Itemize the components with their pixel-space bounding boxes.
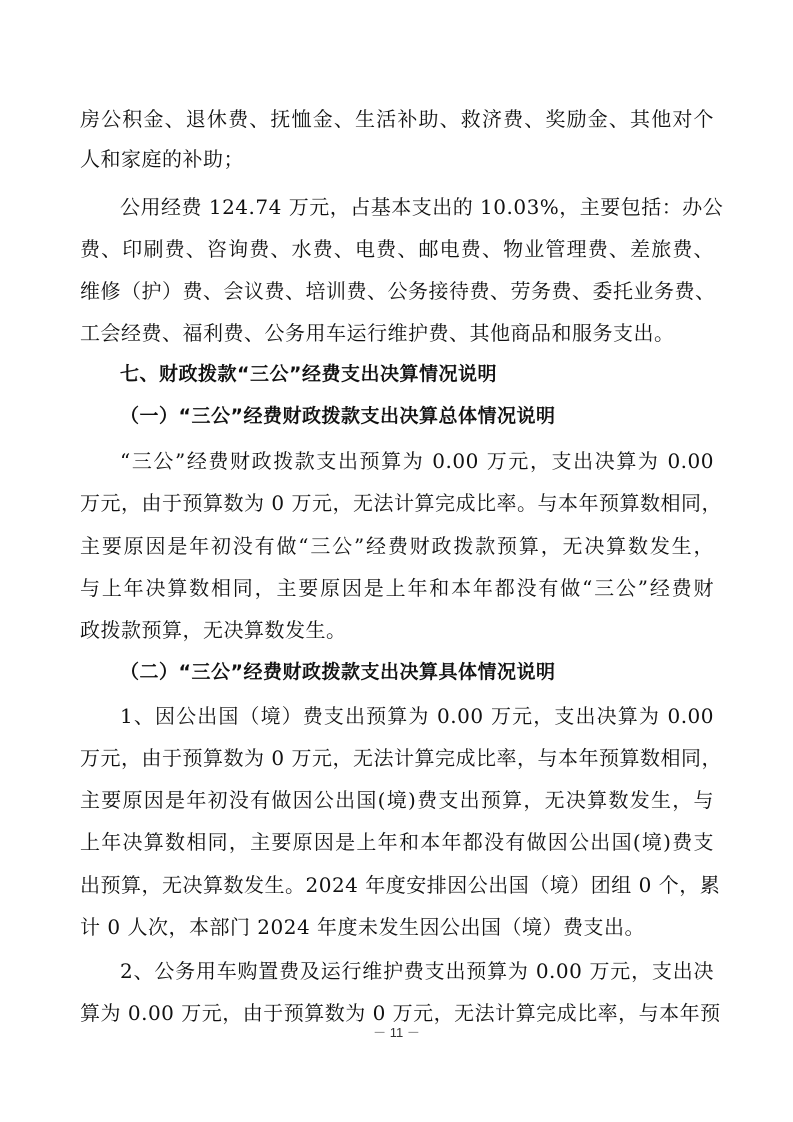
page-number: － 11 － [373, 1025, 420, 1040]
text-line: 2、公务用车购置费及运行维护费支出预算为 0.00 万元，支出决 [120, 959, 714, 983]
text-line: 房公积金、退休费、抚恤金、生活补助、救济费、奖励金、其他对个 [80, 107, 714, 131]
text-line: 算为 0.00 万元，由于预算数为 0 万元，无法计算完成比率，与本年预 [80, 1001, 721, 1025]
text-line: 政拨款预算，无决算数发生。 [80, 618, 347, 642]
text-line: 主要原因是年初没有做因公出国(境)费支出预算，无决算数发生，与 [80, 788, 714, 812]
text-line: 与上年决算数相同，主要原因是上年和本年都没有做“三公”经费财 [80, 576, 714, 600]
subsection-heading: （一）“三公”经费财政拨款支出决算总体情况说明 [120, 405, 556, 427]
text-line: 维修（护）费、会议费、培训费、公务接待费、劳务费、委托业务费、 [80, 279, 716, 303]
text-line: 工会经费、福利费、公务用车运行维护费、其他商品和服务支出。 [80, 321, 675, 345]
text-line: 费、印刷费、咨询费、水费、电费、邮电费、物业管理费、差旅费、 [80, 237, 714, 261]
subsection-heading: （二）“三公”经费财政拨款支出决算具体情况说明 [120, 661, 556, 683]
text-line: 公用经费 124.74 万元，占基本支出的 10.03%，主要包括：办公 [120, 195, 724, 219]
text-line: 计 0 人次，本部门 2024 年度未发生因公出国（境）费支出。 [80, 915, 646, 939]
text-line: 出预算，无决算数发生。2024 年度安排因公出国（境）团组 0 个，累 [80, 873, 721, 897]
text-line: 万元，由于预算数为 0 万元，无法计算完成比率，与本年预算数相同， [80, 746, 722, 770]
section-heading: 七、财政拨款“三公”经费支出决算情况说明 [120, 363, 497, 385]
text-line: “三公”经费财政拨款支出预算为 0.00 万元，支出决算为 0.00 [120, 449, 714, 473]
text-line: 万元，由于预算数为 0 万元，无法计算完成比率。与本年预算数相同， [80, 491, 722, 515]
text-line: 上年决算数相同，主要原因是上年和本年都没有做因公出国(境)费支 [80, 830, 714, 854]
text-line: 主要原因是年初没有做“三公”经费财政拨款预算，无决算数发生， [80, 534, 714, 558]
text-line: 1、因公出国（境）费支出预算为 0.00 万元，支出决算为 0.00 [120, 704, 714, 728]
text-line: 人和家庭的补助； [80, 147, 244, 171]
